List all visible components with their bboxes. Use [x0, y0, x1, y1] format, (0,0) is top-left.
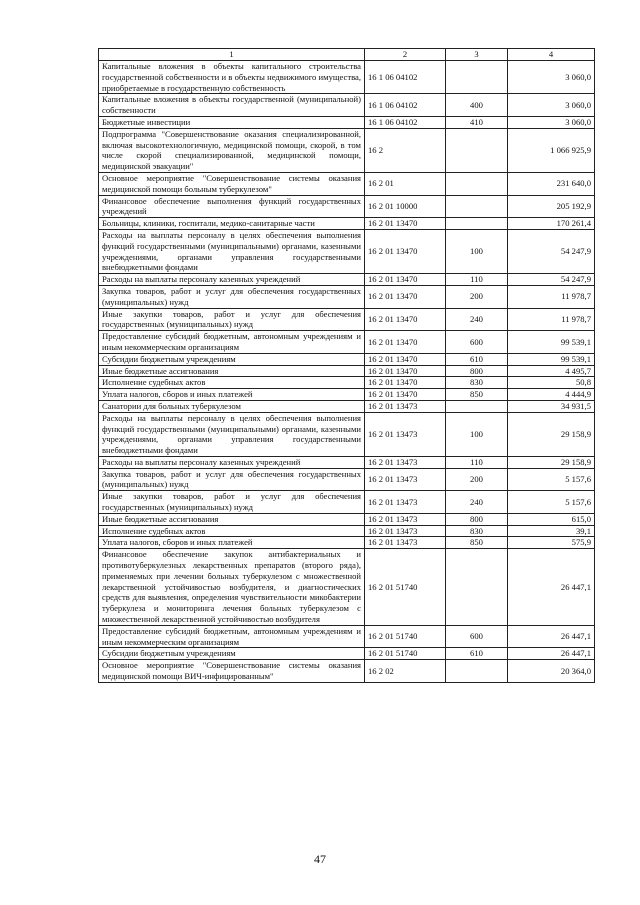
row-expense-type	[446, 128, 508, 172]
row-amount: 34 931,5	[508, 400, 595, 412]
row-name: Основное мероприятие "Совершенствование системы оказания медицинской помощи больным туберкулезом"	[99, 172, 365, 195]
row-name: Расходы на выплаты персоналу казенных учреждений	[99, 274, 365, 286]
row-name: Иные закупки товаров, работ и услуг для обеспечения государственных (муниципальных) нужд	[99, 491, 365, 514]
row-expense-type: 110	[446, 456, 508, 468]
row-name: Субсидии бюджетным учреждениям	[99, 648, 365, 660]
row-name: Иные закупки товаров, работ и услуг для обеспечения государственных (муниципальных) нужд	[99, 308, 365, 331]
table-row	[99, 412, 595, 456]
row-expense-type: 100	[446, 229, 508, 273]
row-expense-type: 610	[446, 353, 508, 365]
table-row	[99, 353, 595, 365]
row-expense-type: 800	[446, 365, 508, 377]
table-row	[99, 400, 595, 412]
row-name: Капитальные вложения в объекты капитального строительства государственной собственности и в объекты недвижимого имущества, приобретаемые в государственную собственность	[99, 61, 365, 94]
row-amount: 54 247,9	[508, 274, 595, 286]
row-amount: 205 192,9	[508, 195, 595, 218]
table-row	[99, 537, 595, 549]
row-amount: 4 444,9	[508, 389, 595, 401]
row-expense-type: 800	[446, 513, 508, 525]
row-amount: 50,8	[508, 377, 595, 389]
row-amount: 99 539,1	[508, 331, 595, 354]
row-code: 16 2 01 13470	[365, 274, 446, 286]
row-amount: 99 539,1	[508, 353, 595, 365]
row-expense-type: 110	[446, 274, 508, 286]
row-code: 16 2 02	[365, 660, 446, 683]
row-name: Больницы, клиники, госпитали, медико-санитарные части	[99, 218, 365, 230]
row-code: 16 2 01 13470	[365, 218, 446, 230]
budget-table	[98, 48, 595, 683]
row-expense-type: 830	[446, 525, 508, 537]
row-amount: 26 447,1	[508, 549, 595, 626]
row-amount: 29 158,9	[508, 412, 595, 456]
row-amount: 3 060,0	[508, 94, 595, 117]
row-expense-type: 850	[446, 537, 508, 549]
row-code: 16 2 01 13470	[365, 353, 446, 365]
row-code: 16 2 01 13473	[365, 468, 446, 491]
row-name: Субсидии бюджетным учреждениям	[99, 353, 365, 365]
table-row	[99, 648, 595, 660]
row-amount: 231 640,0	[508, 172, 595, 195]
row-name: Исполнение судебных актов	[99, 377, 365, 389]
row-name: Закупка товаров, работ и услуг для обеспечения государственных (муниципальных) нужд	[99, 285, 365, 308]
row-code: 16 1 06 04102	[365, 116, 446, 128]
table-row	[99, 549, 595, 626]
table-row	[99, 513, 595, 525]
table-row	[99, 128, 595, 172]
row-expense-type: 600	[446, 331, 508, 354]
row-code: 16 2 01 13470	[365, 331, 446, 354]
row-expense-type	[446, 549, 508, 626]
page-number: 47	[314, 852, 326, 866]
table-row	[99, 274, 595, 286]
row-code: 16 1 06 04102	[365, 61, 446, 94]
table-row	[99, 456, 595, 468]
row-expense-type: 200	[446, 468, 508, 491]
row-name: Иные бюджетные ассигнования	[99, 513, 365, 525]
row-amount: 575,9	[508, 537, 595, 549]
table-header-row	[99, 49, 595, 61]
row-amount: 615,0	[508, 513, 595, 525]
row-code: 16 2 01 13470	[365, 308, 446, 331]
table-row	[99, 94, 595, 117]
row-code: 16 1 06 04102	[365, 94, 446, 117]
row-amount: 29 158,9	[508, 456, 595, 468]
row-amount: 3 060,0	[508, 116, 595, 128]
table-row	[99, 525, 595, 537]
header-col-4: 4	[508, 49, 595, 61]
row-name: Уплата налогов, сборов и иных платежей	[99, 537, 365, 549]
row-name: Уплата налогов, сборов и иных платежей	[99, 389, 365, 401]
row-name: Подпрограмма "Совершенствование оказания специализированной, включая высокотехнологичную, медицинской помощи, скорой, в том числе скорой специализированной, медицинской помощи, медицинской эвакуации"	[99, 128, 365, 172]
row-name: Основное мероприятие "Совершенствование системы оказания медицинской помощи ВИЧ-инфицированным"	[99, 660, 365, 683]
row-code: 16 2 01	[365, 172, 446, 195]
row-expense-type: 400	[446, 94, 508, 117]
row-expense-type	[446, 218, 508, 230]
row-expense-type	[446, 172, 508, 195]
row-amount: 20 364,0	[508, 660, 595, 683]
row-amount: 4 495,7	[508, 365, 595, 377]
row-amount: 5 157,6	[508, 468, 595, 491]
row-name: Бюджетные инвестиции	[99, 116, 365, 128]
table-row	[99, 229, 595, 273]
budget-table-page	[98, 48, 594, 683]
row-name: Предоставление субсидий бюджетным, автономным учреждениям и иным некоммерческим организациям	[99, 625, 365, 648]
row-expense-type: 240	[446, 491, 508, 514]
header-col-3: 3	[446, 49, 508, 61]
table-row	[99, 468, 595, 491]
table-row	[99, 625, 595, 648]
row-amount: 3 060,0	[508, 61, 595, 94]
row-code: 16 2 01 51740	[365, 625, 446, 648]
row-code: 16 2 01 13470	[365, 229, 446, 273]
row-amount: 11 978,7	[508, 308, 595, 331]
table-row	[99, 389, 595, 401]
row-code: 16 2 01 13470	[365, 285, 446, 308]
header-col-1: 1	[99, 49, 365, 61]
table-row	[99, 195, 595, 218]
row-name: Санатории для больных туберкулезом	[99, 400, 365, 412]
row-code: 16 2 01 13473	[365, 412, 446, 456]
row-expense-type: 200	[446, 285, 508, 308]
row-amount: 26 447,1	[508, 625, 595, 648]
row-name: Капитальные вложения в объекты государственной (муниципальной) собственности	[99, 94, 365, 117]
row-code: 16 2 01 13473	[365, 400, 446, 412]
row-expense-type: 600	[446, 625, 508, 648]
header-col-2: 2	[365, 49, 446, 61]
row-code: 16 2 01 13473	[365, 537, 446, 549]
row-amount: 1 066 925,9	[508, 128, 595, 172]
row-expense-type	[446, 400, 508, 412]
table-row	[99, 365, 595, 377]
row-expense-type: 850	[446, 389, 508, 401]
row-expense-type	[446, 61, 508, 94]
row-name: Предоставление субсидий бюджетным, автономным учреждениям и иным некоммерческим организациям	[99, 331, 365, 354]
row-name: Закупка товаров, работ и услуг для обеспечения государственных (муниципальных) нужд	[99, 468, 365, 491]
row-name: Расходы на выплаты персоналу казенных учреждений	[99, 456, 365, 468]
row-code: 16 2 01 13470	[365, 377, 446, 389]
row-expense-type: 610	[446, 648, 508, 660]
row-expense-type: 240	[446, 308, 508, 331]
row-amount: 11 978,7	[508, 285, 595, 308]
table-row	[99, 116, 595, 128]
row-code: 16 2 01 13473	[365, 491, 446, 514]
row-code: 16 2 01 13473	[365, 525, 446, 537]
table-row	[99, 660, 595, 683]
row-code: 16 2 01 13473	[365, 456, 446, 468]
table-row	[99, 491, 595, 514]
row-expense-type	[446, 660, 508, 683]
row-code: 16 2 01 51740	[365, 648, 446, 660]
row-expense-type	[446, 195, 508, 218]
table-row	[99, 172, 595, 195]
row-name: Расходы на выплаты персоналу в целях обеспечения выполнения функций государственными (муниципальными) органами, казенными учреждениями, органами управления государственными внебюджетными фондами	[99, 229, 365, 273]
row-name: Финансовое обеспечение выполнения функций государственных учреждений	[99, 195, 365, 218]
row-expense-type: 100	[446, 412, 508, 456]
row-amount: 170 261,4	[508, 218, 595, 230]
row-expense-type: 410	[446, 116, 508, 128]
table-row	[99, 218, 595, 230]
row-expense-type: 830	[446, 377, 508, 389]
table-row	[99, 377, 595, 389]
row-code: 16 2 01 13470	[365, 389, 446, 401]
row-code: 16 2 01 10000	[365, 195, 446, 218]
table-row	[99, 331, 595, 354]
row-amount: 39,1	[508, 525, 595, 537]
row-name: Исполнение судебных актов	[99, 525, 365, 537]
row-amount: 54 247,9	[508, 229, 595, 273]
row-amount: 26 447,1	[508, 648, 595, 660]
table-row	[99, 285, 595, 308]
row-code: 16 2 01 13473	[365, 513, 446, 525]
row-code: 16 2	[365, 128, 446, 172]
row-code: 16 2 01 51740	[365, 549, 446, 626]
row-amount: 5 157,6	[508, 491, 595, 514]
row-name: Финансовое обеспечение закупок антибактериальных и противотуберкулезных лекарственных препаратов (второго ряда), применяемых при лечении больных туберкулезом с множественной лекарственной устойчивостью возбудителя, и диагностических средств для выявления, определения чувствительности микобактерии туберкулеза и мониторинга лечения больных туберкулезом с множественной лекарственной устойчивостью возбудителя	[99, 549, 365, 626]
row-name: Расходы на выплаты персоналу в целях обеспечения выполнения функций государственными (муниципальными) органами, казенными учреждениями, органами управления государственными внебюджетными фондами	[99, 412, 365, 456]
row-name: Иные бюджетные ассигнования	[99, 365, 365, 377]
row-code: 16 2 01 13470	[365, 365, 446, 377]
table-row	[99, 308, 595, 331]
table-row	[99, 61, 595, 94]
